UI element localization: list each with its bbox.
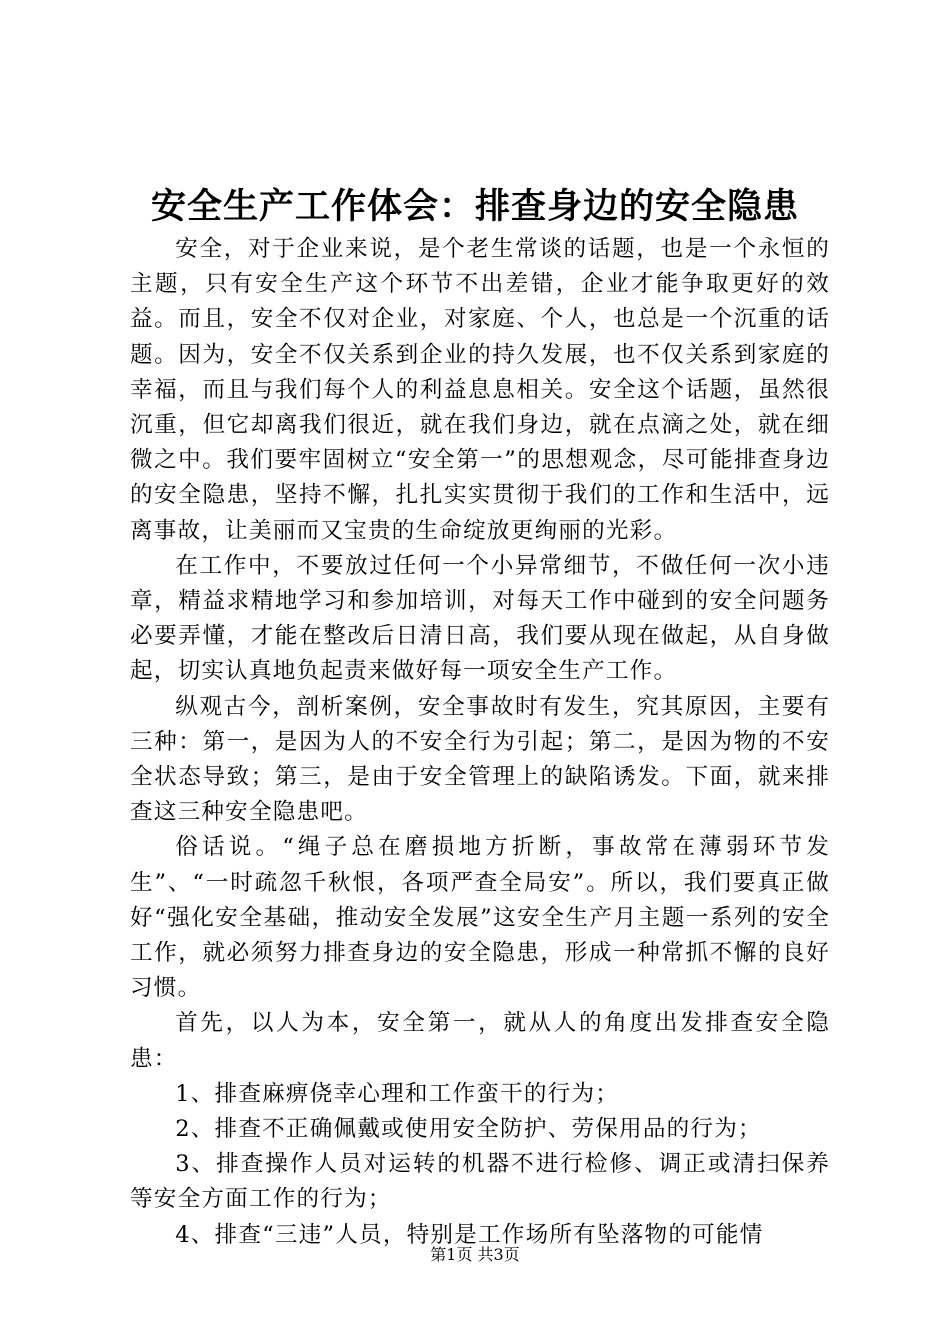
page-number-footer: 第1页 共3页 bbox=[430, 1245, 520, 1264]
paragraph: 俗话说。“绳子总在磨损地方折断，事故常在薄弱环节发生”、“一时疏忽千秋恨，各项严查全局安”。所以，我们要真正做好“强化安全基础，推动安全发展”这安全生产月主题一系列的安全工作，就必须努力排查身边的安全隐患，形成一种常抓不懈的良好习惯。 bbox=[130, 834, 830, 1002]
list-item: 4、排查“三违”人员，特别是工作场所有坠落物的可能情 bbox=[175, 1221, 764, 1248]
document-title: 安全生产工作体会：排查身边的安全隐患 bbox=[150, 186, 799, 227]
paragraph: 首先，以人为本，安全第一，就从人的角度出发排查安全隐患： bbox=[130, 1010, 830, 1072]
document-body bbox=[130, 232, 830, 1253]
paragraph: 在工作中，不要放过任何一个小异常细节，不做任何一次小违章，精益求精地学习和参加培训，对每天工作中碰到的安全问题务必要弄懂，才能在整改后日清日高，我们要从现在做起，从自身做起，切实认真地负起责来做好每一项安全生产工作。 bbox=[130, 552, 830, 685]
paragraph: 安全，对于企业来说，是个老生常谈的话题，也是一个永恒的主题，只有安全生产这个环节不出差错，企业才能争取更好的效益。而且，安全不仅对企业，对家庭、个人，也总是一个沉重的话题。因为，安全不仅关系到企业的持久发展，也不仅关系到家庭的幸福，而且与我们每个人的利益息息相关。安全这个话题，虽然很沉重，但它却离我们很近，就在我们身边，就在点滴之处，就在细微之中。我们要牢固树立“安全第一”的思想观念，尽可能排查身边的安全隐患，坚持不懈，扎扎实实贯彻于我们的工作和生活中，远离事故，让美丽而又宝贵的生命绽放更绚丽的光彩。 bbox=[130, 236, 830, 544]
list-item: 3、排查操作人员对运转的机器不进行检修、调正或清扫保养等安全方面工作的行为； bbox=[130, 1151, 830, 1213]
list-item: 2、排查不正确佩戴或使用安全防护、劳保用品的行为； bbox=[175, 1116, 762, 1143]
list-item: 1、排查麻痹侥幸心理和工作蛮干的行为； bbox=[175, 1080, 620, 1107]
paragraph: 纵观古今，剖析案例，安全事故时有发生，究其原因，主要有三种：第一，是因为人的不安全行为引起；第二，是因为物的不安全状态导致；第三，是由于安全管理上的缺陷诱发。下面，就来排查这三种安全隐患吧。 bbox=[130, 693, 830, 826]
